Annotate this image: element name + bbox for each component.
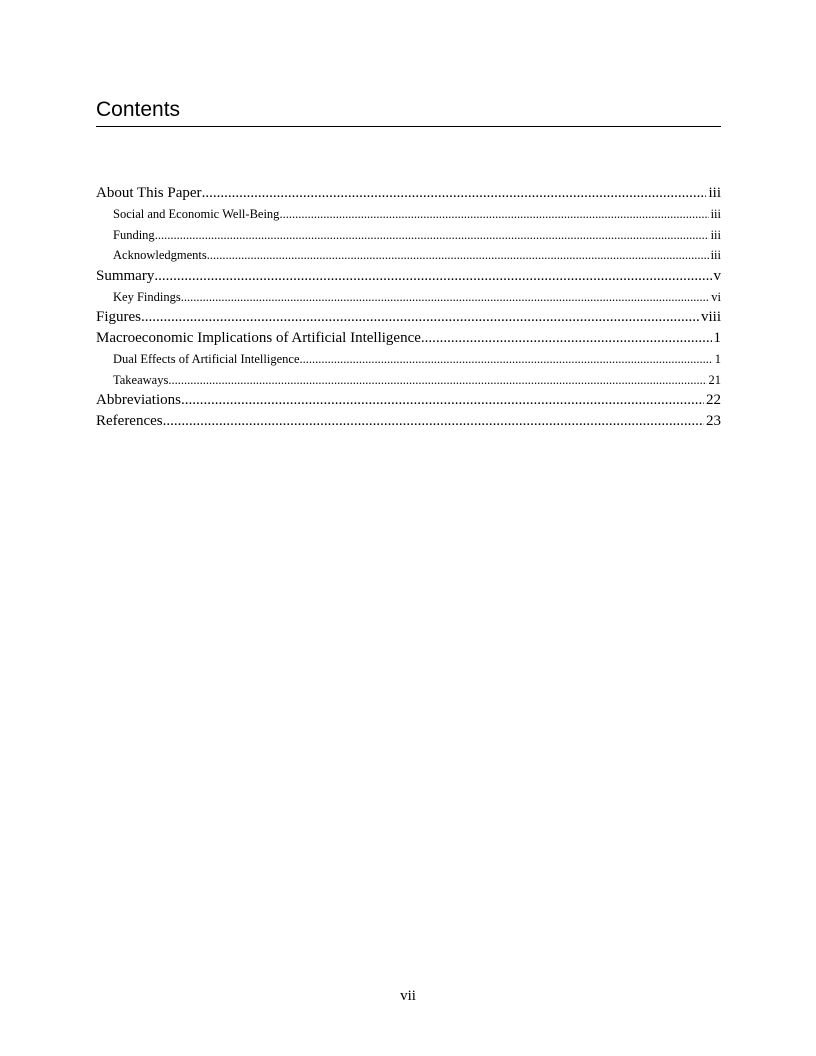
toc-dot-leader — [181, 287, 710, 308]
toc-entry-about-this-paper[interactable] — [96, 183, 721, 204]
toc-entry-page: iii — [710, 248, 721, 262]
toc-dot-leader — [154, 266, 711, 287]
toc-entry-page: 1 — [713, 330, 721, 346]
toc-dot-leader — [155, 225, 709, 246]
toc-entry-references[interactable] — [96, 411, 721, 432]
toc-entry-acknowledgments[interactable] — [96, 245, 721, 266]
toc-dot-leader — [163, 411, 704, 432]
toc-entry-label: Dual Effects of Artificial Intelligence — [113, 352, 300, 366]
toc-entry-label: Takeaways — [113, 372, 169, 387]
toc-entry-abbreviations[interactable] — [96, 390, 721, 411]
toc-entry-label: About This Paper — [96, 185, 202, 201]
toc-entry-label: Key Findings — [113, 289, 181, 304]
page-number: vii — [400, 988, 416, 1004]
toc-entry-label: Abbreviations — [96, 392, 181, 408]
toc-entry-label: Acknowledgments — [113, 248, 207, 262]
toc-entry-summary[interactable] — [96, 266, 721, 287]
toc-dot-leader — [181, 390, 704, 411]
toc-entry-page: viii — [700, 309, 721, 325]
toc-entry-page: v — [713, 267, 721, 284]
toc-entry-page: vi — [711, 289, 721, 304]
toc-entry-label: References — [96, 413, 163, 429]
toc-dot-leader — [421, 328, 712, 349]
toc-entry-takeaways[interactable] — [96, 370, 721, 391]
toc-entry-page: iii — [710, 207, 721, 221]
page-title: Contents — [96, 98, 181, 121]
title-divider — [96, 126, 721, 127]
toc-entry-macroeconomic-implications[interactable] — [96, 328, 721, 349]
toc-entry-page: iii — [708, 185, 721, 201]
toc-entry-funding[interactable] — [96, 225, 721, 246]
toc-entry-page: 22 — [706, 392, 721, 408]
toc-entry-page: iii — [710, 227, 721, 242]
toc-entry-page: 21 — [708, 372, 721, 387]
table-of-contents — [96, 183, 721, 432]
toc-entry-label: Social and Economic Well-Being — [113, 207, 280, 221]
toc-entry-key-findings[interactable] — [96, 287, 721, 308]
toc-dot-leader — [300, 349, 713, 370]
toc-entry-label: Funding — [113, 227, 155, 242]
toc-entry-social-and-economic-well-being[interactable] — [96, 204, 721, 225]
toc-dot-leader — [141, 307, 699, 328]
toc-dot-leader — [207, 245, 709, 266]
toc-entry-label: Figures — [96, 309, 141, 325]
toc-dot-leader — [202, 183, 707, 204]
toc-entry-page: 1 — [714, 352, 721, 366]
toc-dot-leader — [168, 370, 706, 391]
toc-entry-label: Summary — [96, 267, 155, 284]
toc-entry-page: 23 — [706, 413, 721, 429]
toc-entry-label: Macroeconomic Implications of Artificial Intelligence — [96, 330, 421, 346]
toc-entry-dual-effects[interactable] — [96, 349, 721, 370]
toc-entry-figures[interactable] — [96, 307, 721, 328]
toc-dot-leader — [279, 204, 708, 225]
